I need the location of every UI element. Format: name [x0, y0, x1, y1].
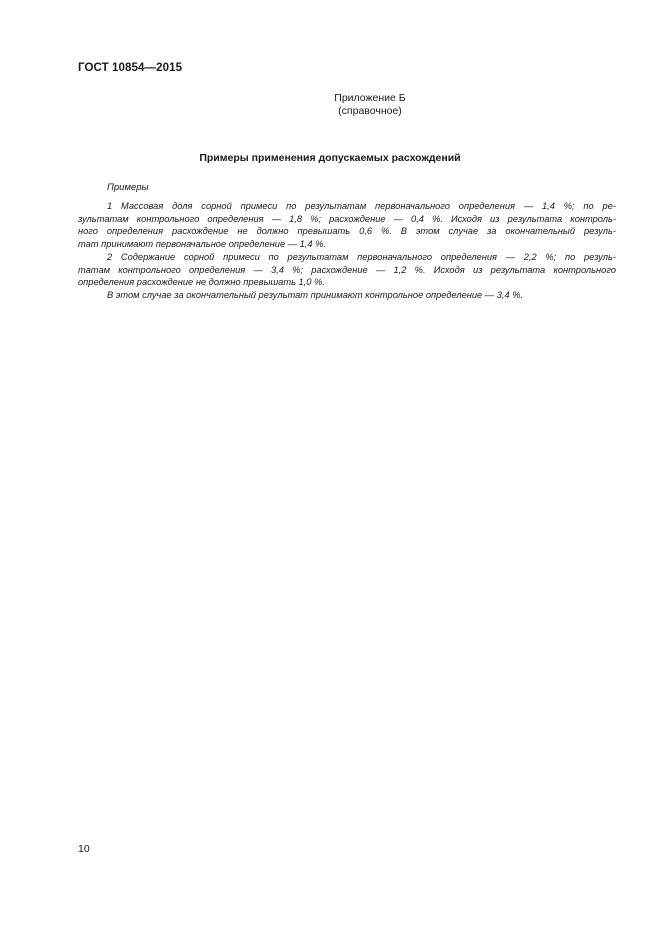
example-1-line-2: зультатам контрольного определения — 1,8 %; расхождение — 0,4 %. Исходя из результата контроль-	[78, 213, 616, 224]
document-id: ГОСТ 10854—2015	[78, 62, 183, 74]
example-1-line-3: ного определения расхождение не должно превышать 0,6 %. В этом случае за окончательный резуль-	[78, 226, 616, 237]
example-1-line-1: 1 Массовая доля сорной примеси по результатам первоначального определения — 1,4 %; по ре-	[107, 201, 616, 211]
examples-body	[78, 200, 616, 302]
example-2-line-3: определения расхождение не должно превышать 1,0 %.	[78, 277, 325, 288]
appendix-label	[220, 92, 520, 118]
section-title: Примеры применения допускаемых расхождений	[199, 152, 461, 164]
example-1-line-4: тат принимают первоначальное определение — 1,4 %.	[78, 239, 326, 250]
example-2-conclusion: В этом случае за окончательный результат принимают контрольное определение — 3,4 %.	[107, 289, 524, 300]
example-2-line-1: 2 Содержание сорной примеси по результатам первоначального определения — 2,2 %; по резуль-	[107, 251, 616, 262]
example-2-line-2: татам контрольного определения — 3,4 %; расхождение — 1,2 %. Исходя из результата контрольного	[78, 264, 616, 275]
examples-heading: Примеры	[107, 182, 149, 193]
appendix-subtitle: (справочное)	[338, 105, 402, 117]
page-number: 10	[78, 843, 90, 855]
appendix-title: Приложение Б	[334, 92, 406, 104]
